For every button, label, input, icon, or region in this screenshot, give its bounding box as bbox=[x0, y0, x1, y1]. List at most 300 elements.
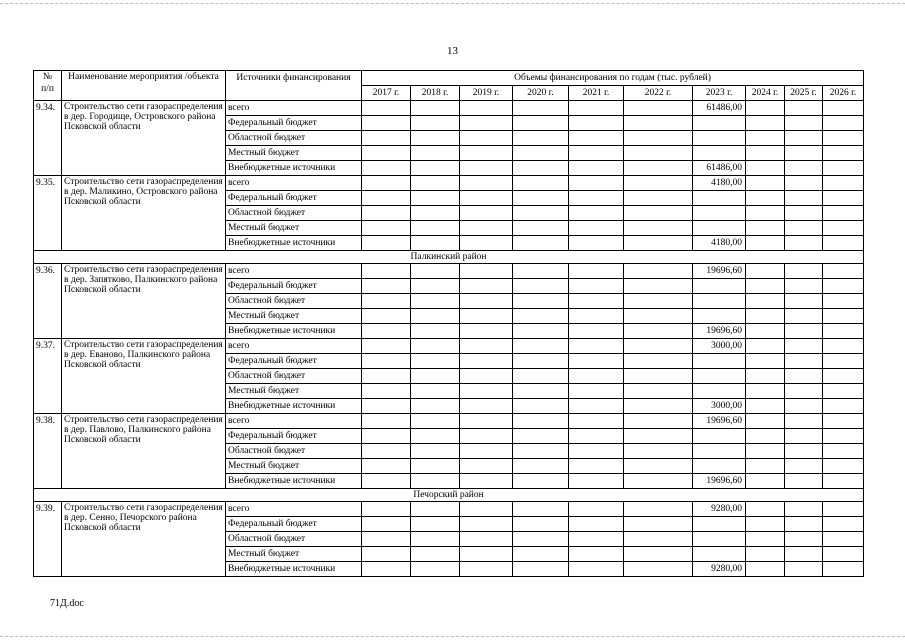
amount-cell bbox=[624, 459, 693, 474]
funding-source: Местный бюджет bbox=[226, 146, 362, 161]
item-name: Строительство сети газораспределения в дер. Сенно, Печорского района Псковской области bbox=[62, 502, 226, 577]
header-year: 2024 г. bbox=[746, 86, 785, 101]
amount-cell bbox=[569, 191, 624, 206]
amount-cell bbox=[785, 264, 823, 279]
amount-cell bbox=[460, 294, 513, 309]
funding-source: Внебюджетные источники bbox=[226, 236, 362, 251]
amount-cell bbox=[569, 324, 624, 339]
amount-cell bbox=[411, 191, 460, 206]
amount-cell bbox=[823, 459, 864, 474]
funding-source: Федеральный бюджет bbox=[226, 191, 362, 206]
amount-cell bbox=[460, 161, 513, 176]
amount-cell bbox=[513, 517, 569, 532]
table-row bbox=[34, 101, 864, 116]
amount-cell bbox=[746, 324, 785, 339]
amount-cell bbox=[460, 369, 513, 384]
amount-cell bbox=[624, 206, 693, 221]
amount-cell bbox=[362, 354, 411, 369]
amount-cell bbox=[513, 339, 569, 354]
amount-cell: 9280,00 bbox=[693, 502, 746, 517]
amount-cell bbox=[693, 131, 746, 146]
header-year: 2017 г. bbox=[362, 86, 411, 101]
funding-source: всего bbox=[226, 339, 362, 354]
amount-cell bbox=[460, 532, 513, 547]
header-year: 2019 г. bbox=[460, 86, 513, 101]
amount-cell bbox=[362, 502, 411, 517]
amount-cell bbox=[693, 369, 746, 384]
amount-cell bbox=[513, 309, 569, 324]
table-row bbox=[34, 502, 864, 517]
amount-cell bbox=[823, 279, 864, 294]
table-row bbox=[34, 339, 864, 354]
funding-source: Внебюджетные источники bbox=[226, 161, 362, 176]
amount-cell bbox=[823, 101, 864, 116]
amount-cell bbox=[411, 547, 460, 562]
amount-cell bbox=[460, 206, 513, 221]
amount-cell bbox=[569, 429, 624, 444]
amount-cell bbox=[785, 429, 823, 444]
amount-cell bbox=[513, 131, 569, 146]
amount-cell bbox=[513, 161, 569, 176]
table-body bbox=[34, 101, 864, 577]
amount-cell bbox=[513, 264, 569, 279]
amount-cell bbox=[746, 502, 785, 517]
amount-cell bbox=[362, 101, 411, 116]
funding-source: Областной бюджет bbox=[226, 206, 362, 221]
amount-cell bbox=[460, 309, 513, 324]
amount-cell bbox=[823, 131, 864, 146]
funding-source: Внебюджетные источники bbox=[226, 399, 362, 414]
amount-cell bbox=[785, 221, 823, 236]
amount-cell bbox=[411, 459, 460, 474]
amount-cell bbox=[362, 399, 411, 414]
amount-cell bbox=[460, 474, 513, 489]
amount-cell bbox=[624, 161, 693, 176]
amount-cell bbox=[624, 369, 693, 384]
amount-cell bbox=[624, 444, 693, 459]
amount-cell bbox=[693, 294, 746, 309]
amount-cell bbox=[513, 146, 569, 161]
funding-source: Местный бюджет bbox=[226, 384, 362, 399]
amount-cell bbox=[693, 354, 746, 369]
amount-cell bbox=[362, 429, 411, 444]
amount-cell bbox=[569, 264, 624, 279]
amount-cell bbox=[746, 279, 785, 294]
amount-cell bbox=[362, 414, 411, 429]
amount-cell bbox=[693, 116, 746, 131]
amount-cell bbox=[746, 176, 785, 191]
amount-cell bbox=[411, 101, 460, 116]
amount-cell bbox=[362, 206, 411, 221]
amount-cell bbox=[693, 384, 746, 399]
amount-cell bbox=[823, 369, 864, 384]
funding-source: Федеральный бюджет bbox=[226, 517, 362, 532]
district-row bbox=[34, 489, 864, 502]
item-number: 9.36. bbox=[34, 264, 62, 339]
amount-cell bbox=[569, 294, 624, 309]
amount-cell bbox=[785, 206, 823, 221]
amount-cell bbox=[411, 399, 460, 414]
amount-cell bbox=[460, 116, 513, 131]
amount-cell bbox=[362, 324, 411, 339]
district-name: Палкинский район bbox=[34, 251, 864, 264]
funding-source: Внебюджетные источники bbox=[226, 562, 362, 577]
amount-cell bbox=[624, 279, 693, 294]
amount-cell bbox=[624, 354, 693, 369]
footer-filename: 71Д.doc bbox=[50, 598, 84, 609]
amount-cell bbox=[624, 502, 693, 517]
amount-cell bbox=[746, 116, 785, 131]
amount-cell bbox=[411, 294, 460, 309]
amount-cell bbox=[411, 414, 460, 429]
amount-cell bbox=[513, 236, 569, 251]
header-year: 2020 г. bbox=[513, 86, 569, 101]
amount-cell bbox=[746, 339, 785, 354]
table-row bbox=[34, 414, 864, 429]
amount-cell bbox=[823, 324, 864, 339]
amount-cell bbox=[624, 101, 693, 116]
district-name: Печорский район bbox=[34, 489, 864, 502]
amount-cell bbox=[785, 517, 823, 532]
amount-cell bbox=[823, 414, 864, 429]
amount-cell bbox=[569, 101, 624, 116]
amount-cell bbox=[624, 146, 693, 161]
amount-cell bbox=[411, 517, 460, 532]
amount-cell bbox=[823, 116, 864, 131]
amount-cell bbox=[624, 191, 693, 206]
amount-cell bbox=[569, 116, 624, 131]
amount-cell bbox=[785, 161, 823, 176]
amount-cell bbox=[411, 221, 460, 236]
amount-cell bbox=[823, 161, 864, 176]
amount-cell bbox=[785, 309, 823, 324]
amount-cell bbox=[823, 354, 864, 369]
item-name: Строительство сети газораспределения в дер. Маликино, Островского района Псковской области bbox=[62, 176, 226, 251]
amount-cell bbox=[362, 221, 411, 236]
amount-cell bbox=[624, 414, 693, 429]
funding-source: всего bbox=[226, 264, 362, 279]
amount-cell bbox=[362, 161, 411, 176]
amount-cell bbox=[362, 294, 411, 309]
amount-cell bbox=[785, 324, 823, 339]
amount-cell bbox=[411, 532, 460, 547]
funding-source: Внебюджетные источники bbox=[226, 474, 362, 489]
amount-cell bbox=[362, 474, 411, 489]
amount-cell bbox=[460, 517, 513, 532]
amount-cell bbox=[513, 354, 569, 369]
amount-cell bbox=[746, 221, 785, 236]
item-number: 9.38. bbox=[34, 414, 62, 489]
amount-cell bbox=[411, 339, 460, 354]
header-year: 2023 г. bbox=[693, 86, 746, 101]
item-number: 9.39. bbox=[34, 502, 62, 577]
amount-cell bbox=[513, 502, 569, 517]
funding-source: Местный бюджет bbox=[226, 309, 362, 324]
amount-cell bbox=[513, 444, 569, 459]
amount-cell bbox=[746, 206, 785, 221]
page-number: 13 bbox=[447, 45, 458, 57]
funding-source: Областной бюджет bbox=[226, 444, 362, 459]
amount-cell bbox=[823, 176, 864, 191]
amount-cell bbox=[693, 146, 746, 161]
amount-cell bbox=[624, 532, 693, 547]
amount-cell bbox=[746, 236, 785, 251]
amount-cell: 9280,00 bbox=[693, 562, 746, 577]
item-name: Строительство сети газораспределения в дер. Павлово, Палкинского района Псковской области bbox=[62, 414, 226, 489]
amount-cell bbox=[785, 532, 823, 547]
amount-cell bbox=[693, 206, 746, 221]
funding-source: всего bbox=[226, 502, 362, 517]
amount-cell bbox=[624, 429, 693, 444]
item-number: 9.34. bbox=[34, 101, 62, 176]
amount-cell bbox=[513, 562, 569, 577]
amount-cell bbox=[785, 474, 823, 489]
amount-cell bbox=[785, 502, 823, 517]
amount-cell bbox=[746, 369, 785, 384]
amount-cell bbox=[785, 131, 823, 146]
amount-cell bbox=[362, 339, 411, 354]
amount-cell bbox=[411, 146, 460, 161]
amount-cell bbox=[693, 532, 746, 547]
amount-cell bbox=[513, 532, 569, 547]
amount-cell bbox=[693, 547, 746, 562]
amount-cell bbox=[362, 279, 411, 294]
amount-cell bbox=[785, 176, 823, 191]
amount-cell bbox=[785, 146, 823, 161]
funding-source: всего bbox=[226, 414, 362, 429]
amount-cell bbox=[746, 399, 785, 414]
amount-cell bbox=[569, 176, 624, 191]
amount-cell bbox=[693, 517, 746, 532]
amount-cell bbox=[746, 264, 785, 279]
amount-cell bbox=[823, 309, 864, 324]
amount-cell bbox=[513, 414, 569, 429]
amount-cell bbox=[460, 414, 513, 429]
amount-cell bbox=[785, 101, 823, 116]
funding-source: Местный бюджет bbox=[226, 547, 362, 562]
amount-cell bbox=[785, 414, 823, 429]
amount-cell bbox=[823, 444, 864, 459]
amount-cell bbox=[362, 384, 411, 399]
amount-cell bbox=[460, 459, 513, 474]
amount-cell bbox=[746, 414, 785, 429]
amount-cell bbox=[411, 384, 460, 399]
amount-cell bbox=[362, 562, 411, 577]
amount-cell bbox=[362, 517, 411, 532]
item-name: Строительство сети газораспределения в дер. Запятково, Палкинского района Псковской области bbox=[62, 264, 226, 339]
amount-cell bbox=[362, 191, 411, 206]
funding-source: Внебюджетные источники bbox=[226, 324, 362, 339]
amount-cell: 3000,00 bbox=[693, 399, 746, 414]
amount-cell bbox=[693, 279, 746, 294]
amount-cell bbox=[362, 176, 411, 191]
amount-cell bbox=[823, 294, 864, 309]
amount-cell bbox=[411, 562, 460, 577]
amount-cell bbox=[513, 399, 569, 414]
item-name: Строительство сети газораспределения в дер. Городище, Островского района Псковской области bbox=[62, 101, 226, 176]
amount-cell bbox=[624, 294, 693, 309]
amount-cell: 4180,00 bbox=[693, 236, 746, 251]
amount-cell bbox=[693, 429, 746, 444]
amount-cell bbox=[785, 459, 823, 474]
header-name: Наименование мероприятия /объекта bbox=[62, 71, 226, 101]
funding-source: Областной бюджет bbox=[226, 532, 362, 547]
amount-cell bbox=[823, 264, 864, 279]
header-source: Источники финансирования bbox=[226, 71, 362, 101]
amount-cell bbox=[513, 459, 569, 474]
amount-cell bbox=[785, 279, 823, 294]
amount-cell bbox=[569, 384, 624, 399]
amount-cell bbox=[569, 547, 624, 562]
table-row bbox=[34, 264, 864, 279]
funding-source: Областной бюджет bbox=[226, 294, 362, 309]
amount-cell bbox=[411, 279, 460, 294]
amount-cell bbox=[823, 502, 864, 517]
amount-cell bbox=[746, 517, 785, 532]
amount-cell bbox=[785, 369, 823, 384]
amount-cell bbox=[513, 279, 569, 294]
amount-cell bbox=[362, 309, 411, 324]
amount-cell bbox=[746, 562, 785, 577]
amount-cell bbox=[569, 279, 624, 294]
amount-cell bbox=[624, 131, 693, 146]
amount-cell: 61486,00 bbox=[693, 161, 746, 176]
financing-table bbox=[33, 70, 864, 577]
amount-cell bbox=[411, 324, 460, 339]
amount-cell bbox=[411, 474, 460, 489]
amount-cell bbox=[460, 547, 513, 562]
amount-cell bbox=[460, 444, 513, 459]
header-num: № п/п bbox=[34, 71, 62, 101]
amount-cell bbox=[785, 384, 823, 399]
amount-cell bbox=[513, 191, 569, 206]
amount-cell bbox=[513, 176, 569, 191]
amount-cell bbox=[785, 562, 823, 577]
amount-cell bbox=[362, 146, 411, 161]
amount-cell bbox=[569, 502, 624, 517]
amount-cell bbox=[569, 414, 624, 429]
amount-cell: 19696,60 bbox=[693, 264, 746, 279]
amount-cell bbox=[785, 444, 823, 459]
amount-cell bbox=[460, 236, 513, 251]
amount-cell bbox=[362, 116, 411, 131]
amount-cell bbox=[569, 369, 624, 384]
amount-cell bbox=[411, 264, 460, 279]
funding-source: всего bbox=[226, 101, 362, 116]
item-number: 9.37. bbox=[34, 339, 62, 414]
amount-cell bbox=[362, 369, 411, 384]
amount-cell bbox=[624, 474, 693, 489]
header-year: 2026 г. bbox=[823, 86, 864, 101]
amount-cell bbox=[411, 176, 460, 191]
amount-cell bbox=[460, 429, 513, 444]
amount-cell bbox=[569, 444, 624, 459]
amount-cell bbox=[362, 264, 411, 279]
amount-cell bbox=[746, 161, 785, 176]
amount-cell bbox=[624, 324, 693, 339]
amount-cell bbox=[569, 339, 624, 354]
amount-cell bbox=[460, 562, 513, 577]
funding-source: Федеральный бюджет bbox=[226, 116, 362, 131]
amount-cell bbox=[823, 146, 864, 161]
amount-cell bbox=[513, 369, 569, 384]
amount-cell bbox=[693, 459, 746, 474]
amount-cell bbox=[362, 547, 411, 562]
scan-artifact-top bbox=[0, 3, 905, 4]
amount-cell bbox=[624, 221, 693, 236]
amount-cell bbox=[746, 384, 785, 399]
amount-cell bbox=[569, 206, 624, 221]
amount-cell bbox=[746, 474, 785, 489]
funding-source: Федеральный бюджет bbox=[226, 279, 362, 294]
amount-cell bbox=[785, 116, 823, 131]
amount-cell bbox=[362, 236, 411, 251]
item-number: 9.35. bbox=[34, 176, 62, 251]
amount-cell bbox=[624, 339, 693, 354]
funding-source: Федеральный бюджет bbox=[226, 354, 362, 369]
amount-cell bbox=[411, 206, 460, 221]
funding-source: Местный бюджет bbox=[226, 459, 362, 474]
amount-cell bbox=[624, 399, 693, 414]
amount-cell: 19696,60 bbox=[693, 414, 746, 429]
amount-cell bbox=[411, 429, 460, 444]
amount-cell: 61486,00 bbox=[693, 101, 746, 116]
amount-cell bbox=[823, 517, 864, 532]
amount-cell bbox=[411, 131, 460, 146]
amount-cell bbox=[569, 221, 624, 236]
amount-cell bbox=[460, 339, 513, 354]
amount-cell bbox=[746, 146, 785, 161]
amount-cell bbox=[513, 547, 569, 562]
amount-cell bbox=[362, 131, 411, 146]
amount-cell bbox=[460, 384, 513, 399]
amount-cell bbox=[569, 146, 624, 161]
amount-cell bbox=[785, 339, 823, 354]
amount-cell bbox=[460, 354, 513, 369]
amount-cell bbox=[569, 309, 624, 324]
scan-artifact-bottom bbox=[0, 636, 905, 637]
amount-cell bbox=[362, 459, 411, 474]
amount-cell bbox=[624, 309, 693, 324]
amount-cell bbox=[513, 324, 569, 339]
amount-cell bbox=[785, 236, 823, 251]
funding-source: Областной бюджет bbox=[226, 131, 362, 146]
amount-cell bbox=[823, 206, 864, 221]
amount-cell: 3000,00 bbox=[693, 339, 746, 354]
amount-cell bbox=[569, 562, 624, 577]
amount-cell bbox=[513, 206, 569, 221]
amount-cell bbox=[569, 161, 624, 176]
funding-source: Местный бюджет bbox=[226, 221, 362, 236]
amount-cell bbox=[746, 131, 785, 146]
amount-cell bbox=[460, 131, 513, 146]
amount-cell bbox=[693, 309, 746, 324]
amount-cell bbox=[746, 429, 785, 444]
amount-cell bbox=[693, 221, 746, 236]
amount-cell bbox=[823, 236, 864, 251]
amount-cell bbox=[785, 547, 823, 562]
amount-cell bbox=[411, 236, 460, 251]
amount-cell bbox=[785, 191, 823, 206]
amount-cell bbox=[624, 384, 693, 399]
amount-cell bbox=[513, 294, 569, 309]
amount-cell bbox=[823, 339, 864, 354]
amount-cell bbox=[411, 369, 460, 384]
amount-cell: 19696,60 bbox=[693, 324, 746, 339]
amount-cell bbox=[513, 429, 569, 444]
amount-cell bbox=[823, 429, 864, 444]
amount-cell bbox=[460, 176, 513, 191]
